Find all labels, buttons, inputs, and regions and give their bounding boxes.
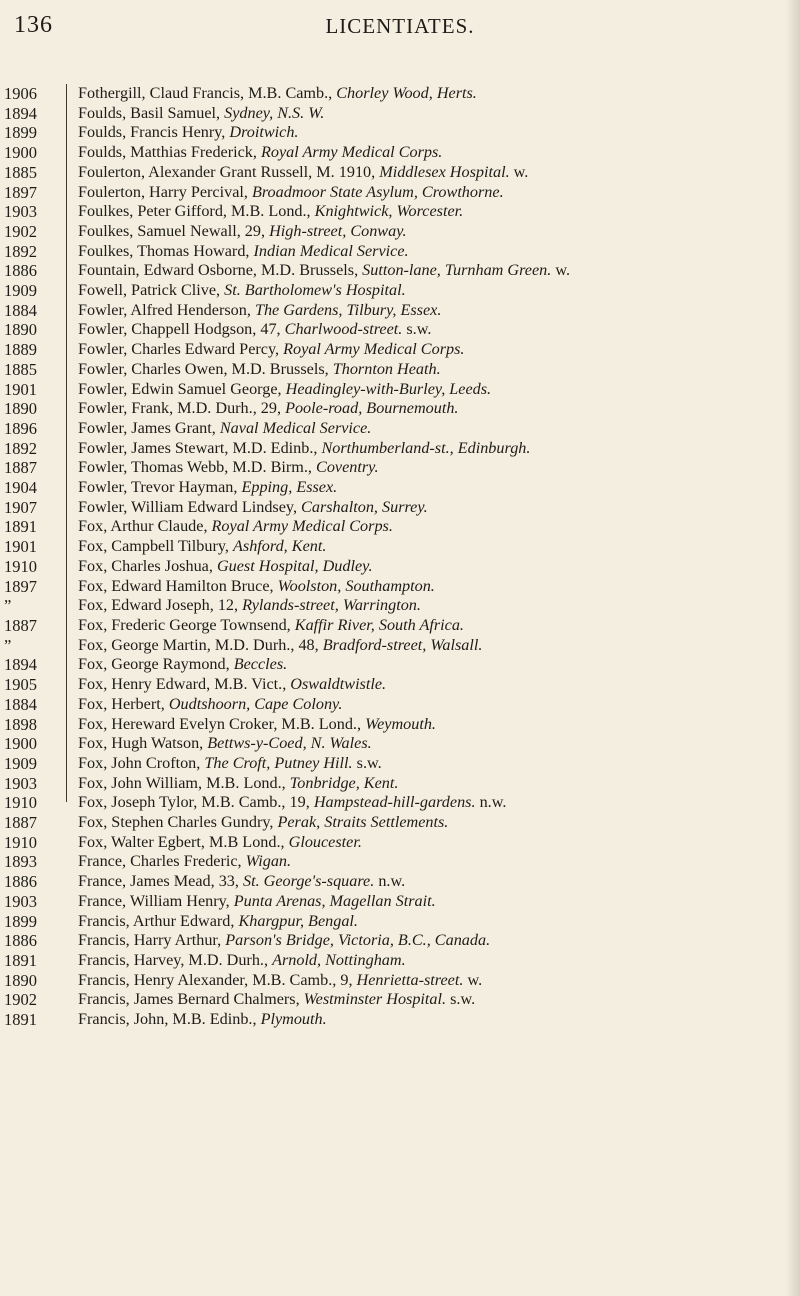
entry-year: 1892 <box>4 241 37 261</box>
entry-text <box>62 912 800 932</box>
entry-place: St. George's-square. <box>242 872 375 891</box>
entry-year: 1900 <box>4 734 37 754</box>
entry-place: Wigan. <box>245 852 292 871</box>
entry-postal-district: s.w. <box>352 753 382 772</box>
entry-name: Fowler, Charles Edward Percy, <box>78 340 284 359</box>
entry-year: 1903 <box>4 891 37 911</box>
entry-text <box>62 143 800 163</box>
entry-name: Fox, Charles Joshua, <box>78 556 217 575</box>
entry-place: The Croft, Putney Hill. <box>204 753 353 772</box>
entry-year: 1884 <box>4 300 37 320</box>
entry-postal-district: w. <box>509 162 529 181</box>
entry-name: Fowler, Alfred Henderson, <box>78 300 255 319</box>
list-item <box>0 695 800 715</box>
entry-year: 1886 <box>4 931 37 951</box>
list-item <box>0 498 800 518</box>
entry-year: 1897 <box>4 576 37 596</box>
entry-year: ” <box>4 635 12 655</box>
entry-year: 1896 <box>4 418 37 438</box>
entry-name: Fox, Hereward Evelyn Croker, M.B. Lond., <box>78 714 366 733</box>
entry-year: 1884 <box>4 694 37 714</box>
entry-place: Westminster Hospital. <box>303 990 447 1009</box>
list-item <box>0 399 800 419</box>
entry-name: Francis, John, M.B. Edinb., <box>78 1010 261 1029</box>
entry-year: 1892 <box>4 438 37 458</box>
entry-text <box>62 360 800 380</box>
entry-place: Ashford, Kent. <box>233 537 327 556</box>
entry-name: Foulds, Matthias Frederick, <box>78 143 261 162</box>
list-item <box>0 931 800 951</box>
entry-place: Thornton Heath. <box>332 359 441 378</box>
entry-year: 1891 <box>4 1010 37 1030</box>
list-item <box>0 616 800 636</box>
entry-text <box>62 517 800 537</box>
list-item <box>0 912 800 932</box>
entry-year: 1902 <box>4 221 37 241</box>
list-item <box>0 793 800 813</box>
entry-place: Oudtshoorn, Cape Colony. <box>168 694 343 713</box>
entry-name: Fox, Edward Joseph, 12, <box>78 596 243 615</box>
entry-year: 1893 <box>4 852 37 872</box>
entry-place: Droitwich. <box>229 123 299 142</box>
entry-name: Fowell, Patrick Clive, <box>78 281 225 300</box>
entry-text <box>62 439 800 459</box>
entry-text <box>62 163 800 183</box>
entry-text <box>62 399 800 419</box>
entry-year: 1886 <box>4 872 37 892</box>
entry-name: Foulerton, Harry Percival, <box>78 182 252 201</box>
entry-text <box>62 84 800 104</box>
entry-year: 1909 <box>4 753 37 773</box>
entry-year: 1890 <box>4 970 37 990</box>
entry-text <box>62 971 800 991</box>
entry-year: ” <box>4 596 12 616</box>
entry-year: 1900 <box>4 143 37 163</box>
entry-year: 1894 <box>4 655 37 675</box>
entry-year: 1903 <box>4 202 37 222</box>
entry-place: Oswaldtwistle. <box>290 675 387 694</box>
entry-place: Headingley-with-Burley, Leeds. <box>285 379 492 398</box>
list-item <box>0 202 800 222</box>
list-item <box>0 301 800 321</box>
entry-text <box>62 577 800 597</box>
entry-text <box>62 537 800 557</box>
entry-place: Broadmoor State Asylum, Crowthorne. <box>251 182 504 201</box>
entry-year: 1899 <box>4 123 37 143</box>
list-item <box>0 183 800 203</box>
entry-name: Fox, John William, M.B. Lond., <box>78 773 290 792</box>
entry-postal-district: s.w. <box>402 320 432 339</box>
entry-place: Naval Medical Service. <box>219 418 372 437</box>
entry-year: 1909 <box>4 281 37 301</box>
entry-place: Knightwick, Worcester. <box>314 202 464 221</box>
list-item <box>0 163 800 183</box>
entry-year: 1902 <box>4 990 37 1010</box>
list-item <box>0 971 800 991</box>
entry-name: Foulerton, Alexander Grant Russell, M. 1910, <box>78 162 380 181</box>
entry-name: Francis, James Bernard Chalmers, <box>78 990 304 1009</box>
entry-place: Kaffir River, South Africa. <box>294 615 464 634</box>
entry-place: The Gardens, Tilbury, Essex. <box>254 300 442 319</box>
entry-name: Fox, Stephen Charles Gundry, <box>78 813 278 832</box>
entry-year: 1901 <box>4 537 37 557</box>
entry-place: Henrietta-street. <box>356 970 464 989</box>
entry-year: 1897 <box>4 182 37 202</box>
entry-place: Poole-road, Bournemouth. <box>285 399 459 418</box>
entry-text <box>62 655 800 675</box>
entry-name: Foulds, Basil Samuel, <box>78 103 225 122</box>
entry-year: 1910 <box>4 556 37 576</box>
entry-name: Fowler, Thomas Webb, M.D. Birm., <box>78 458 317 477</box>
entry-place: Arnold, Nottingham. <box>272 950 406 969</box>
entry-year: 1894 <box>4 103 37 123</box>
entry-year: 1887 <box>4 615 37 635</box>
entry-year: 1891 <box>4 517 37 537</box>
list-item <box>0 222 800 242</box>
list-item <box>0 517 800 537</box>
entry-name: Fowler, Chappell Hodgson, 47, <box>78 320 285 339</box>
list-item <box>0 340 800 360</box>
entry-name: Foulkes, Samuel Newall, 29, <box>78 221 270 240</box>
entry-text <box>62 281 800 301</box>
entry-text <box>62 123 800 143</box>
entry-name: Fowler, Frank, M.D. Durh., 29, <box>78 399 286 418</box>
entry-year: 1887 <box>4 813 37 833</box>
entry-place: Weymouth. <box>365 714 436 733</box>
entry-postal-district: s.w. <box>446 990 476 1009</box>
entry-place: Perak, Straits Settlements. <box>277 813 449 832</box>
list-item <box>0 478 800 498</box>
entry-text <box>62 793 800 813</box>
entry-name: Fowler, Trevor Hayman, <box>78 478 242 497</box>
entry-text <box>62 636 800 656</box>
list-item <box>0 1010 800 1030</box>
entry-list <box>0 84 800 1030</box>
entry-place: St. Bartholomew's Hospital. <box>224 281 406 300</box>
entry-name: Fowler, James Stewart, M.D. Edinb., <box>78 438 322 457</box>
entry-place: Bettws-y-Coed, N. Wales. <box>207 734 372 753</box>
list-item <box>0 380 800 400</box>
list-item <box>0 537 800 557</box>
entry-place: Royal Army Medical Corps. <box>283 340 465 359</box>
entry-text <box>62 478 800 498</box>
entry-name: Fox, John Crofton, <box>78 753 205 772</box>
entry-name: Fox, Arthur Claude, <box>78 517 212 536</box>
list-item <box>0 123 800 143</box>
entry-text <box>62 774 800 794</box>
entry-year: 1910 <box>4 793 37 813</box>
entry-year: 1907 <box>4 497 37 517</box>
entry-name: Fox, George Raymond, <box>78 655 234 674</box>
entry-place: Northumberland-st., Edinburgh. <box>321 438 531 457</box>
entry-name: Fox, Herbert, <box>78 694 169 713</box>
entry-text <box>62 320 800 340</box>
entry-name: Francis, Henry Alexander, M.B. Camb., 9, <box>78 970 357 989</box>
list-item <box>0 754 800 774</box>
entry-year: 1885 <box>4 359 37 379</box>
entry-place: Coventry. <box>316 458 379 477</box>
list-item <box>0 320 800 340</box>
entry-text <box>62 931 800 951</box>
entry-text <box>62 242 800 262</box>
entry-year: 1887 <box>4 458 37 478</box>
entry-year: 1904 <box>4 478 37 498</box>
entry-name: Fox, Hugh Watson, <box>78 734 208 753</box>
list-item <box>0 242 800 262</box>
entry-text <box>62 675 800 695</box>
list-item <box>0 872 800 892</box>
entry-name: Fox, Edward Hamilton Bruce, <box>78 576 278 595</box>
entry-text <box>62 852 800 872</box>
entry-year: 1890 <box>4 399 37 419</box>
list-item <box>0 990 800 1010</box>
entry-text <box>62 340 800 360</box>
entry-name: Foulkes, Thomas Howard, <box>78 241 254 260</box>
entry-name: Fox, Joseph Tylor, M.B. Camb., 19, <box>78 793 314 812</box>
entry-text <box>62 734 800 754</box>
list-item <box>0 951 800 971</box>
entry-text <box>62 872 800 892</box>
list-item <box>0 892 800 912</box>
entry-name: Fowler, William Edward Lindsey, <box>78 497 302 516</box>
entry-year: 1886 <box>4 261 37 281</box>
entry-place: Bradford-street, Walsall. <box>322 635 483 654</box>
entry-year: 1906 <box>4 84 37 103</box>
entry-name: Foulds, Francis Henry, <box>78 123 230 142</box>
list-item <box>0 596 800 616</box>
entry-place: Middlesex Hospital. <box>379 162 510 181</box>
entry-place: High-street, Conway. <box>269 221 407 240</box>
entry-text <box>62 557 800 577</box>
entry-text <box>62 498 800 518</box>
list-item <box>0 715 800 735</box>
entry-place: Rylands-street, Warrington. <box>242 596 421 615</box>
entry-place: Woolston, Southampton. <box>277 576 435 595</box>
entry-year: 1901 <box>4 379 37 399</box>
entry-place: Epping, Essex. <box>241 478 338 497</box>
entry-place: Parson's Bridge, Victoria, B.C., Canada. <box>225 931 491 950</box>
entry-name: Foulkes, Peter Gifford, M.B. Lond., <box>78 202 315 221</box>
entry-place: Royal Army Medical Corps. <box>261 143 443 162</box>
entry-place: Guest Hospital, Dudley. <box>216 556 373 575</box>
entry-year: 1910 <box>4 832 37 852</box>
entry-name: Fountain, Edward Osborne, M.D. Brussels, <box>78 261 363 280</box>
entry-text <box>62 261 800 281</box>
list-item <box>0 774 800 794</box>
list-item <box>0 143 800 163</box>
entry-year: 1903 <box>4 773 37 793</box>
entry-text <box>62 104 800 124</box>
entry-text <box>62 380 800 400</box>
entry-place: Sydney, N.S. W. <box>224 103 325 122</box>
entry-text <box>62 301 800 321</box>
list-item <box>0 655 800 675</box>
entry-place: Beccles. <box>233 655 288 674</box>
entry-place: Royal Army Medical Corps. <box>211 517 393 536</box>
entry-name: Fowler, Charles Owen, M.D. Brussels, <box>78 359 333 378</box>
list-item <box>0 577 800 597</box>
entry-text <box>62 1010 800 1030</box>
entry-place: Punta Arenas, Magellan Strait. <box>233 891 436 910</box>
entry-year: 1905 <box>4 675 37 695</box>
entry-name: Fothergill, Claud Francis, M.B. Camb., <box>78 84 337 102</box>
list-item <box>0 281 800 301</box>
entry-text <box>62 813 800 833</box>
entry-name: Francis, Harvey, M.D. Durh., <box>78 950 273 969</box>
entry-name: Francis, Harry Arthur, <box>78 931 226 950</box>
list-item <box>0 636 800 656</box>
entry-place: Plymouth. <box>260 1010 327 1029</box>
entry-text <box>62 419 800 439</box>
entry-year: 1891 <box>4 950 37 970</box>
entry-name: France, William Henry, <box>78 891 234 910</box>
entry-place: Gloucester. <box>288 832 362 851</box>
entry-year: 1890 <box>4 320 37 340</box>
entry-name: Fox, Henry Edward, M.B. Vict., <box>78 675 291 694</box>
entry-place: Carshalton, Surrey. <box>301 497 428 516</box>
page-number: 136 <box>14 12 53 38</box>
entry-place: Charlwood-street. <box>284 320 403 339</box>
list-item <box>0 557 800 577</box>
entry-postal-district: n.w. <box>374 872 406 891</box>
entry-text <box>62 990 800 1010</box>
entry-place: Sutton-lane, Turnham Green. <box>362 261 552 280</box>
entry-place: Hampstead-hill-gardens. <box>313 793 476 812</box>
entry-postal-district: n.w. <box>475 793 507 812</box>
entry-text <box>62 222 800 242</box>
list-item <box>0 104 800 124</box>
entry-text <box>62 833 800 853</box>
list-item <box>0 734 800 754</box>
list-item <box>0 261 800 281</box>
list-item <box>0 813 800 833</box>
entry-name: France, James Mead, 33, <box>78 872 243 891</box>
entry-place: Indian Medical Service. <box>253 241 409 260</box>
entry-text <box>62 892 800 912</box>
entry-text <box>62 596 800 616</box>
list-item <box>0 419 800 439</box>
entry-name: Fox, Campbell Tilbury, <box>78 537 234 556</box>
entry-text <box>62 202 800 222</box>
list-item <box>0 84 800 104</box>
entry-text <box>62 695 800 715</box>
entry-text <box>62 616 800 636</box>
list-item <box>0 439 800 459</box>
entry-name: Fowler, James Grant, <box>78 418 220 437</box>
entry-place: Khargpur, Bengal. <box>238 911 358 930</box>
list-item <box>0 458 800 478</box>
list-item <box>0 675 800 695</box>
entry-name: Fox, Walter Egbert, M.B Lond., <box>78 832 289 851</box>
entry-text <box>62 183 800 203</box>
entry-text <box>62 715 800 735</box>
entry-place: Chorley Wood, Herts. <box>336 84 477 102</box>
list-item <box>0 852 800 872</box>
list-item <box>0 833 800 853</box>
running-header: LICENTIATES. <box>325 14 475 38</box>
entry-text <box>62 458 800 478</box>
entry-name: Fox, Frederic George Townsend, <box>78 615 295 634</box>
list-item <box>0 360 800 380</box>
entry-text <box>62 754 800 774</box>
entry-text <box>62 951 800 971</box>
entry-name: Fowler, Edwin Samuel George, <box>78 379 286 398</box>
entry-year: 1898 <box>4 714 37 734</box>
entry-year: 1885 <box>4 162 37 182</box>
entry-name: Francis, Arthur Edward, <box>78 911 239 930</box>
entry-postal-district: w. <box>463 970 483 989</box>
entry-name: France, Charles Frederic, <box>78 852 246 871</box>
entry-name: Fox, George Martin, M.D. Durh., 48, <box>78 635 323 654</box>
entry-postal-district: w. <box>551 261 571 280</box>
entry-place: Tonbridge, Kent. <box>289 773 399 792</box>
entry-year: 1899 <box>4 911 37 931</box>
entry-year: 1889 <box>4 340 37 360</box>
